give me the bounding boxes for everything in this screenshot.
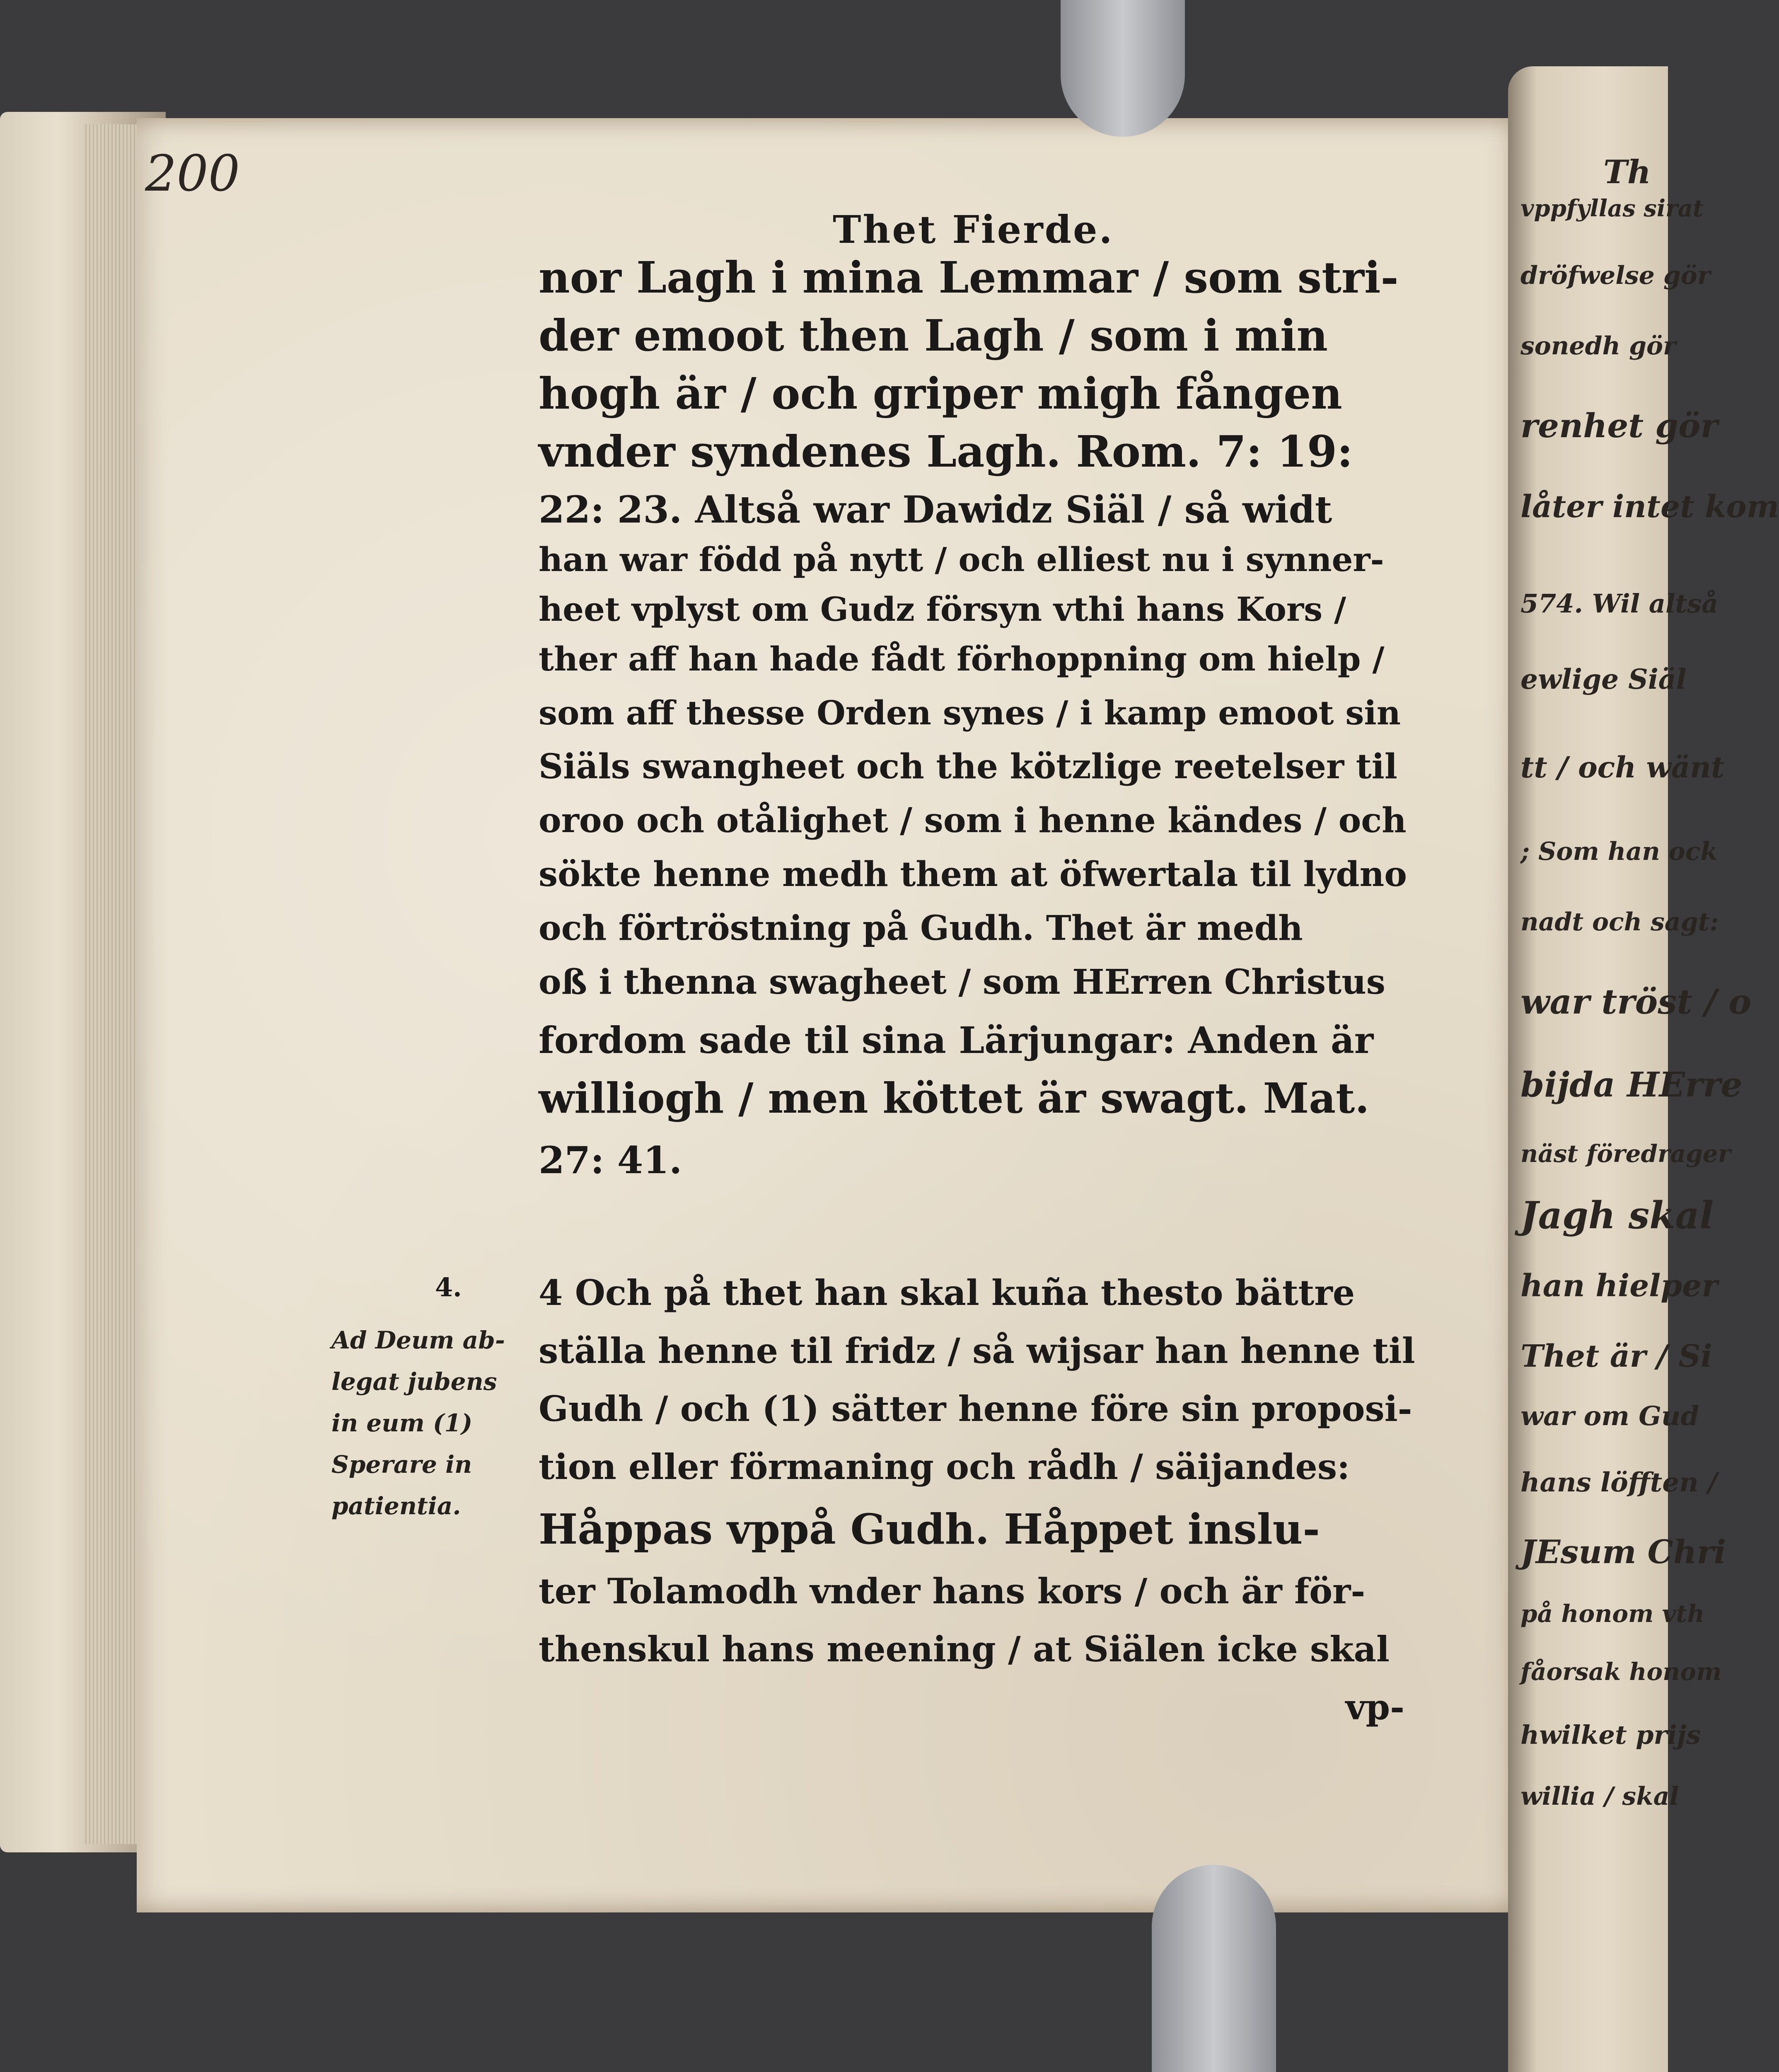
text-line: Siäls swangheet och the kötzlige reetelser til: [539, 747, 1397, 787]
text-line: der emoot then Lagh / som i min: [539, 310, 1328, 361]
text-line: 4 Och på thet han skal kuña thesto bättre: [539, 1272, 1355, 1313]
right-page: [1508, 66, 1779, 2072]
text-line: oroo och otålighet / som i henne kändes / och: [539, 801, 1407, 840]
text-line: sökte henne medh them at öfwertala til lydno: [539, 854, 1407, 894]
right-page-line: Th: [1603, 153, 1651, 191]
text-line: fordom sade til sina Lärjungar: Anden är: [539, 1019, 1374, 1062]
running-head: Thet Fierde.: [833, 207, 1114, 252]
right-page-line: Jagh skal: [1520, 1193, 1714, 1237]
text-line: som aff thesse Orden synes / i kamp emoot sin: [539, 693, 1401, 732]
margin-note-line: in eum (1): [331, 1409, 473, 1437]
text-line: Gudh / och (1) sätter henne före sin proposi-: [539, 1388, 1412, 1429]
margin-note-line: Ad Deum ab-: [331, 1326, 505, 1354]
text-line: Håppas vppå Gudh. Håppet inslu-: [539, 1505, 1320, 1554]
text-line: 22: 23. Altså war Dawidz Siäl / så widt: [539, 488, 1332, 532]
right-page-line: fåorsak honom: [1520, 1658, 1722, 1686]
right-page-line: JEsum Chri: [1520, 1533, 1726, 1571]
margin-note-line: Sperare in: [331, 1450, 472, 1479]
margin-note-line: patientia.: [331, 1492, 461, 1520]
text-line: williogh / men köttet är swagt. Mat.: [539, 1074, 1370, 1123]
right-page-line: han hielper: [1520, 1268, 1718, 1304]
right-page-line: ; Som han ock: [1520, 837, 1718, 866]
page-number: 200: [145, 145, 240, 203]
text-line: och förtröstning på Gudh. Thet är medh: [539, 908, 1303, 948]
text-line: han war född på nytt / och elliest nu i synner-: [539, 540, 1384, 579]
right-page-line: sonedh gör: [1520, 332, 1676, 361]
text-line: vnder syndenes Lagh. Rom. 7: 19:: [539, 426, 1353, 477]
right-page-line: hwilket prijs: [1520, 1720, 1701, 1750]
text-line: 27: 41.: [539, 1138, 682, 1182]
right-page-line: dröfwelse gör: [1520, 261, 1711, 290]
margin-note-number: 4.: [435, 1272, 462, 1302]
bottom-book-clip: [1152, 1865, 1276, 2072]
catchword: vp-: [1345, 1687, 1404, 1728]
right-page-line: låter intet kom: [1520, 489, 1779, 525]
right-page-line: Thet är / Si: [1520, 1339, 1712, 1374]
text-line: nor Lagh i mina Lemmar / som stri-: [539, 252, 1399, 303]
right-page-line: willia / skal: [1520, 1782, 1679, 1811]
right-page-line: war om Gud: [1520, 1401, 1699, 1432]
text-line: heet vplyst om Gudz försyn vthi hans Kors /: [539, 590, 1346, 629]
text-line: hogh är / och griper migh fången: [539, 368, 1342, 419]
text-line: oß i thenna swagheet / som HErren Christus: [539, 962, 1385, 1002]
right-page-line: hans löfften /: [1520, 1467, 1718, 1498]
right-page-line: renhet gör: [1520, 406, 1718, 445]
right-page-line: war tröst / o: [1520, 982, 1752, 1022]
right-page-line: nadt och sagt:: [1520, 908, 1719, 937]
right-page-line: på honom vth: [1520, 1600, 1705, 1628]
text-line: thenskul hans meening / at Siälen icke skal: [539, 1629, 1390, 1670]
right-page-line: näst föredrager: [1520, 1140, 1731, 1168]
right-page-line: ewlige Siäl: [1520, 663, 1687, 695]
text-line: tion eller förmaning och rådh / säijandes:: [539, 1446, 1350, 1487]
right-page-line: vppfyllas sirat: [1520, 195, 1704, 222]
top-book-clip: [1061, 0, 1185, 137]
margin-note-line: legat jubens: [331, 1368, 497, 1396]
right-page-line: tt / och wänt: [1520, 750, 1725, 784]
right-page-line: 574. Wil altså: [1520, 588, 1719, 619]
text-line: ställa henne til fridz / så wijsar han henne til: [539, 1330, 1415, 1371]
text-line: ter Tolamodh vnder hans kors / och är för-: [539, 1571, 1366, 1612]
right-page-line: bijda HErre: [1520, 1065, 1743, 1105]
text-line: ther aff han hade fådt förhoppning om hielp /: [539, 639, 1385, 678]
